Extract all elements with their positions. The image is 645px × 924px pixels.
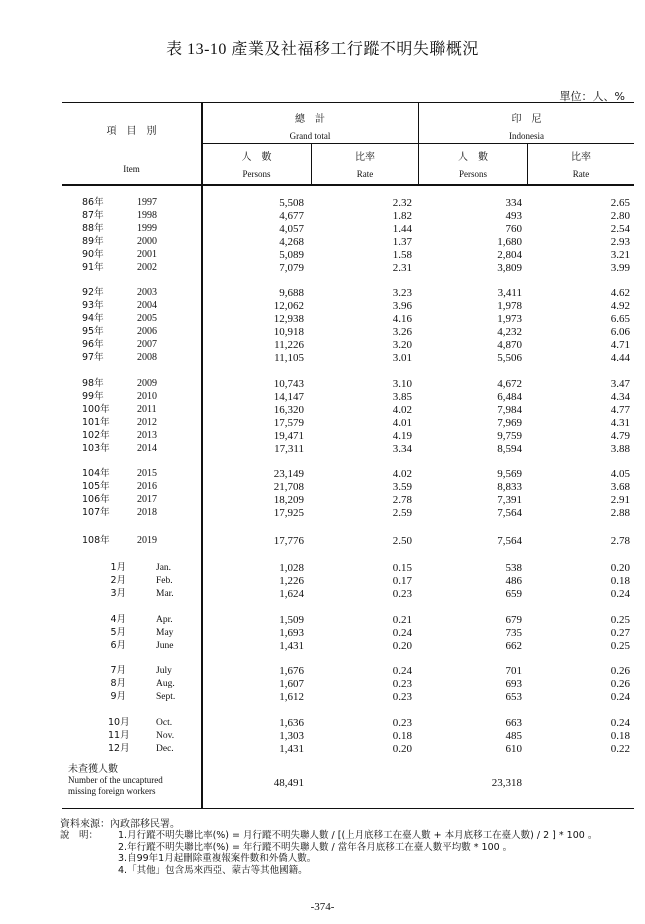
indonesia-persons: 4,232 — [497, 326, 522, 338]
ad-year: 1999 — [137, 223, 157, 234]
indonesia-rate: 3.88 — [610, 443, 630, 455]
ad-year: 2009 — [137, 378, 157, 389]
month-zh: 8月 — [110, 678, 126, 689]
page-number: -374- — [310, 901, 335, 913]
indonesia-persons: 610 — [505, 743, 522, 755]
month-zh: 9月 — [110, 691, 126, 702]
total-persons: 18,209 — [273, 494, 304, 506]
roc-year: 87年 — [82, 210, 104, 221]
total-rate: 3.85 — [392, 391, 412, 403]
indonesia-persons: 693 — [505, 678, 522, 690]
total-rate: 3.01 — [392, 352, 412, 364]
indonesia-rate: 3.47 — [610, 378, 630, 390]
indonesia-persons: 8,594 — [497, 443, 522, 455]
indonesia-persons: 662 — [505, 640, 522, 652]
ad-year: 2017 — [137, 494, 157, 505]
month-en: June — [156, 641, 174, 651]
ad-year: 2002 — [137, 262, 157, 273]
total-persons: 1,676 — [279, 665, 304, 677]
total-persons: 10,743 — [273, 378, 304, 390]
month-zh: 3月 — [110, 588, 126, 599]
roc-year: 88年 — [82, 223, 104, 234]
header-persons-en: Persons — [458, 169, 487, 179]
indonesia-rate: 4.34 — [610, 391, 630, 403]
indonesia-persons: 7,564 — [497, 535, 522, 547]
roc-year: 106年 — [82, 494, 110, 505]
roc-year: 97年 — [82, 352, 104, 363]
roc-year: 99年 — [82, 391, 104, 402]
header-persons-zh: 人 數 — [458, 152, 488, 163]
month-zh: 10月 — [108, 717, 130, 728]
table-row — [62, 468, 634, 480]
indonesia-rate: 0.18 — [610, 730, 630, 742]
indonesia-persons: 7,391 — [497, 494, 522, 506]
total-persons: 1,612 — [279, 691, 304, 703]
total-rate: 1.44 — [392, 223, 412, 235]
table-row — [62, 614, 634, 626]
note-item: 4.「其他」包含馬來西亞、蒙古等其他國籍。 — [118, 864, 308, 876]
ad-year: 2016 — [137, 481, 157, 492]
ad-year: 1998 — [137, 210, 157, 221]
indonesia-persons: 3,809 — [497, 262, 522, 274]
indonesia-rate: 4.62 — [610, 287, 630, 299]
indonesia-persons: 9,759 — [497, 430, 522, 442]
table-row — [62, 691, 634, 703]
indonesia-persons: 5,506 — [497, 352, 522, 364]
total-persons: 14,147 — [273, 391, 304, 403]
indonesia-rate: 0.25 — [610, 614, 630, 626]
ad-year: 2015 — [137, 468, 157, 479]
total-persons: 10,918 — [273, 326, 304, 338]
total-rate: 0.23 — [392, 691, 412, 703]
indonesia-persons: 679 — [505, 614, 522, 626]
table-row — [62, 339, 634, 351]
table-row — [62, 326, 634, 338]
indonesia-persons: 659 — [505, 588, 522, 600]
table-row — [62, 562, 634, 574]
total-rate: 3.23 — [392, 287, 412, 299]
total-rate: 3.96 — [392, 300, 412, 312]
indonesia-rate: 2.93 — [610, 236, 630, 248]
uncaptured-label — [68, 764, 163, 797]
total-rate: 0.24 — [392, 627, 412, 639]
indonesia-rate: 4.79 — [610, 430, 630, 442]
ad-year: 2010 — [137, 391, 157, 402]
header-indonesia-en: Indonesia — [509, 131, 544, 141]
total-persons: 21,708 — [273, 481, 304, 493]
month-en: July — [156, 666, 172, 676]
total-persons: 1,607 — [279, 678, 304, 690]
roc-year: 101年 — [82, 417, 110, 428]
month-en: Apr. — [156, 615, 173, 625]
total-persons: 1,693 — [279, 627, 304, 639]
month-en: May — [156, 628, 174, 638]
table-row — [62, 730, 634, 742]
header-item-zh: 項 目 別 — [106, 126, 157, 137]
roc-year: 98年 — [82, 378, 104, 389]
month-en: Dec. — [156, 744, 174, 754]
ad-year: 2012 — [137, 417, 157, 428]
indonesia-persons: 486 — [505, 575, 522, 587]
total-rate: 0.23 — [392, 678, 412, 690]
header-persons-en: Persons — [242, 169, 271, 179]
total-persons: 1,624 — [279, 588, 304, 600]
header-rate-total — [312, 150, 418, 181]
ad-year: 2003 — [137, 287, 157, 298]
table-row — [62, 236, 634, 248]
ad-year: 2007 — [137, 339, 157, 350]
total-persons: 23,149 — [273, 468, 304, 480]
total-rate: 0.24 — [392, 665, 412, 677]
note-item: 2.年行蹤不明失聯比率(%) = 年行蹤不明失聯人數 / 當年各月底移工在臺人數平均數 * 100 。 — [118, 841, 513, 853]
table-divider — [201, 143, 634, 144]
month-zh: 6月 — [110, 640, 126, 651]
table-row — [62, 287, 634, 299]
note-item: 3.自99年1月起刪除重複報案件數和外僑人數。 — [118, 853, 317, 864]
total-rate: 1.58 — [392, 249, 412, 261]
indonesia-persons: 3,411 — [497, 287, 522, 299]
total-persons: 5,508 — [279, 197, 304, 209]
indonesia-persons: 701 — [505, 665, 522, 677]
table-row — [62, 197, 634, 209]
total-persons: 12,062 — [273, 300, 304, 312]
unit-label: 單位：人、% — [559, 90, 625, 103]
uncaptured-label-en-1: Number of the uncaptured — [68, 775, 163, 785]
indonesia-rate: 3.21 — [610, 249, 630, 261]
total-persons: 17,579 — [273, 417, 304, 429]
indonesia-persons: 7,564 — [497, 507, 522, 519]
header-item-en-cell — [62, 160, 201, 176]
indonesia-persons: 7,969 — [497, 417, 522, 429]
month-en: Nov. — [156, 731, 175, 741]
indonesia-rate: 6.06 — [610, 326, 630, 338]
month-en: Aug. — [156, 679, 175, 689]
table-row — [62, 404, 634, 416]
ad-year: 2018 — [137, 507, 157, 518]
header-grand-total-zh: 總 計 — [295, 114, 325, 125]
header-persons-zh: 人 數 — [241, 152, 272, 163]
month-zh: 7月 — [110, 665, 126, 676]
indonesia-rate: 4.05 — [610, 468, 630, 480]
table-row — [62, 627, 634, 639]
total-rate: 4.02 — [392, 468, 412, 480]
indonesia-persons: 4,672 — [497, 378, 522, 390]
total-rate: 4.01 — [392, 417, 412, 429]
indonesia-rate: 0.20 — [610, 562, 630, 574]
total-rate: 0.20 — [392, 743, 412, 755]
indonesia-rate: 3.99 — [610, 262, 630, 274]
total-rate: 3.20 — [392, 339, 412, 351]
table-row — [62, 494, 634, 506]
ad-year: 2000 — [137, 236, 157, 247]
uncaptured-total-persons: 48,491 — [273, 777, 304, 789]
total-persons: 1,509 — [279, 614, 304, 626]
roc-year: 86年 — [82, 197, 104, 208]
roc-year: 102年 — [82, 430, 110, 441]
ad-year: 2006 — [137, 326, 157, 337]
ad-year: 2013 — [137, 430, 157, 441]
table-row — [62, 300, 634, 312]
total-persons: 5,089 — [279, 249, 304, 261]
roc-year: 105年 — [82, 481, 110, 492]
indonesia-rate: 2.88 — [610, 507, 630, 519]
page-title: 表 13-10 產業及社福移工行蹤不明失聯概況 — [166, 41, 479, 58]
indonesia-rate: 4.31 — [610, 417, 630, 429]
notes-list — [118, 830, 645, 876]
indonesia-rate: 0.27 — [610, 627, 630, 639]
indonesia-rate: 4.92 — [610, 300, 630, 312]
roc-year: 94年 — [82, 313, 104, 324]
notes-label: 說 明： — [60, 830, 99, 841]
total-rate: 3.26 — [392, 326, 412, 338]
total-rate: 3.34 — [392, 443, 412, 455]
table-row — [62, 223, 634, 235]
month-en: Oct. — [156, 718, 173, 728]
total-persons: 1,303 — [279, 730, 304, 742]
month-zh: 2月 — [110, 575, 126, 586]
total-persons: 17,776 — [273, 535, 304, 547]
indonesia-persons: 334 — [505, 197, 522, 209]
indonesia-persons: 2,804 — [497, 249, 522, 261]
table-row — [62, 588, 634, 600]
total-persons: 1,028 — [279, 562, 304, 574]
roc-year: 91年 — [82, 262, 104, 273]
ad-year: 1997 — [137, 197, 157, 208]
roc-year: 89年 — [82, 236, 104, 247]
table-row — [62, 640, 634, 652]
table-row — [62, 575, 634, 587]
table-row — [62, 507, 634, 519]
indonesia-persons: 735 — [505, 627, 522, 639]
total-persons: 4,057 — [279, 223, 304, 235]
indonesia-rate: 4.77 — [610, 404, 630, 416]
indonesia-rate: 0.26 — [610, 665, 630, 677]
table-row — [62, 417, 634, 429]
indonesia-persons: 6,484 — [497, 391, 522, 403]
total-persons: 1,431 — [279, 743, 304, 755]
roc-year: 107年 — [82, 507, 110, 518]
month-zh: 12月 — [108, 743, 130, 754]
table-row — [62, 352, 634, 364]
indonesia-persons: 760 — [505, 223, 522, 235]
indonesia-persons: 7,984 — [497, 404, 522, 416]
header-grand-total — [202, 112, 418, 143]
header-indonesia — [419, 112, 634, 143]
indonesia-persons: 485 — [505, 730, 522, 742]
ad-year: 2005 — [137, 313, 157, 324]
total-persons: 1,431 — [279, 640, 304, 652]
total-persons: 16,320 — [273, 404, 304, 416]
header-item-en: Item — [123, 164, 140, 174]
indonesia-persons: 493 — [505, 210, 522, 222]
indonesia-persons: 1,973 — [497, 313, 522, 325]
table-row — [62, 717, 634, 729]
header-rate-indonesia — [528, 150, 634, 181]
total-rate: 4.02 — [392, 404, 412, 416]
indonesia-rate: 3.68 — [610, 481, 630, 493]
total-rate: 0.20 — [392, 640, 412, 652]
total-rate: 0.21 — [392, 614, 412, 626]
total-rate: 3.10 — [392, 378, 412, 390]
uncaptured-indonesia-persons: 23,318 — [491, 777, 522, 789]
ad-year: 2014 — [137, 443, 157, 454]
header-item — [62, 124, 201, 139]
roc-year: 104年 — [82, 468, 110, 479]
indonesia-persons: 8,833 — [497, 481, 522, 493]
indonesia-rate: 4.44 — [610, 352, 630, 364]
indonesia-rate: 4.71 — [610, 339, 630, 351]
uncaptured-label-zh: 未查獲人數 — [68, 764, 118, 775]
total-rate: 0.18 — [392, 730, 412, 742]
total-persons: 9,688 — [279, 287, 304, 299]
total-rate: 2.50 — [392, 535, 412, 547]
total-rate: 4.16 — [392, 313, 412, 325]
table-row — [62, 210, 634, 222]
header-rate-en: Rate — [356, 169, 374, 179]
table-row — [62, 481, 634, 493]
total-persons: 1,226 — [279, 575, 304, 587]
indonesia-persons: 4,870 — [497, 339, 522, 351]
indonesia-rate: 2.80 — [610, 210, 630, 222]
indonesia-rate: 0.26 — [610, 678, 630, 690]
roc-year: 95年 — [82, 326, 104, 337]
month-zh: 4月 — [110, 614, 126, 625]
total-persons: 4,268 — [279, 236, 304, 248]
indonesia-persons: 663 — [505, 717, 522, 729]
indonesia-rate: 0.18 — [610, 575, 630, 587]
header-rate-zh: 比率 — [571, 152, 591, 163]
indonesia-persons: 538 — [505, 562, 522, 574]
total-rate: 2.59 — [392, 507, 412, 519]
table-row — [62, 391, 634, 403]
total-rate: 1.37 — [392, 236, 412, 248]
indonesia-rate: 0.24 — [610, 691, 630, 703]
indonesia-persons: 653 — [505, 691, 522, 703]
indonesia-rate: 0.25 — [610, 640, 630, 652]
ad-year: 2011 — [137, 404, 157, 415]
ad-year: 2008 — [137, 352, 157, 363]
table-row — [62, 249, 634, 261]
roc-year: 92年 — [82, 287, 104, 298]
table-row — [62, 678, 634, 690]
total-rate: 1.82 — [392, 210, 412, 222]
total-rate: 4.19 — [392, 430, 412, 442]
table-row — [62, 262, 634, 274]
total-rate: 2.78 — [392, 494, 412, 506]
roc-year: 108年 — [82, 535, 110, 546]
indonesia-rate: 0.24 — [610, 588, 630, 600]
total-rate: 2.32 — [392, 197, 412, 209]
total-persons: 4,677 — [279, 210, 304, 222]
indonesia-rate: 0.24 — [610, 717, 630, 729]
month-en: Mar. — [156, 589, 174, 599]
month-en: Sept. — [156, 692, 176, 702]
total-rate: 0.23 — [392, 717, 412, 729]
month-zh: 5月 — [110, 627, 126, 638]
indonesia-rate: 2.91 — [610, 494, 630, 506]
indonesia-rate: 0.22 — [610, 743, 630, 755]
indonesia-persons: 9,569 — [497, 468, 522, 480]
roc-year: 93年 — [82, 300, 104, 311]
ad-year: 2001 — [137, 249, 157, 260]
month-en: Jan. — [156, 563, 172, 573]
data-source: 資料來源：內政部移民署。 — [60, 819, 180, 830]
table-row — [62, 378, 634, 390]
header-persons-indonesia — [419, 150, 527, 181]
indonesia-rate: 2.78 — [610, 535, 630, 547]
month-zh: 11月 — [108, 730, 130, 741]
total-persons: 7,079 — [279, 262, 304, 274]
total-persons: 1,636 — [279, 717, 304, 729]
header-grand-total-en: Grand total — [289, 131, 331, 141]
table-row — [62, 443, 634, 455]
total-persons: 17,311 — [274, 443, 304, 455]
header-rate-en: Rate — [572, 169, 590, 179]
month-zh: 1月 — [110, 562, 126, 573]
uncaptured-label-en-2: missing foreign workers — [68, 786, 156, 796]
roc-year: 96年 — [82, 339, 104, 350]
header-persons-total — [202, 150, 311, 181]
total-rate: 0.23 — [392, 588, 412, 600]
ad-year: 2004 — [137, 300, 157, 311]
table-row — [62, 665, 634, 677]
total-persons: 17,925 — [273, 507, 304, 519]
total-rate: 0.17 — [392, 575, 412, 587]
indonesia-persons: 1,978 — [497, 300, 522, 312]
table-row — [62, 313, 634, 325]
roc-year: 100年 — [82, 404, 110, 415]
total-persons: 11,226 — [274, 339, 304, 351]
table-row — [62, 743, 634, 755]
month-en: Feb. — [156, 576, 173, 586]
roc-year: 103年 — [82, 443, 110, 454]
ad-year: 2019 — [137, 535, 157, 546]
total-persons: 12,938 — [273, 313, 304, 325]
table-row — [62, 535, 634, 547]
total-persons: 19,471 — [273, 430, 304, 442]
note-item: 1.月行蹤不明失聯比率(%) = 月行蹤不明失聯人數 / [(上月底移工在臺人數 + 本月底移工在臺人數) / 2 ] * 100 。 — [118, 830, 598, 841]
total-rate: 3.59 — [392, 481, 412, 493]
header-rate-zh: 比率 — [355, 152, 375, 163]
indonesia-rate: 2.65 — [610, 197, 630, 209]
total-rate: 2.31 — [392, 262, 412, 274]
roc-year: 90年 — [82, 249, 104, 260]
indonesia-persons: 1,680 — [497, 236, 522, 248]
indonesia-rate: 6.65 — [610, 313, 630, 325]
header-indonesia-zh: 印 尼 — [511, 114, 542, 125]
table-divider — [62, 184, 634, 186]
total-persons: 11,105 — [274, 352, 304, 364]
total-rate: 0.15 — [392, 562, 412, 574]
table-row — [62, 430, 634, 442]
indonesia-rate: 2.54 — [610, 223, 630, 235]
